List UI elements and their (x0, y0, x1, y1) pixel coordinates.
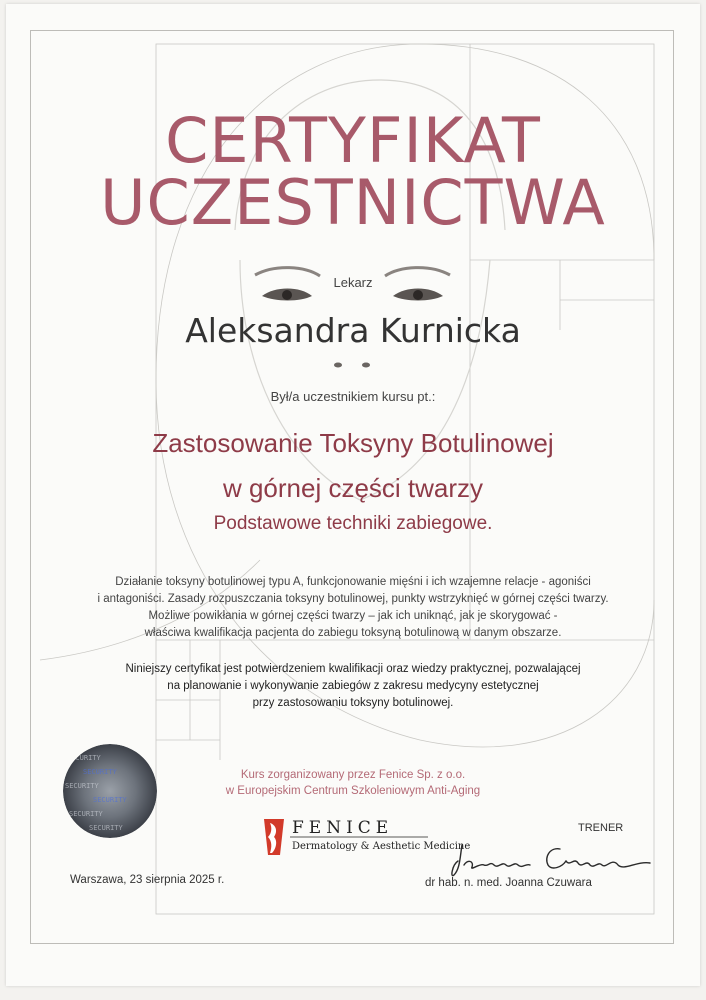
participation-text: Był/a uczestnikiem kursu pt.: (270, 389, 436, 404)
svg-text:SECURITY: SECURITY (83, 768, 117, 776)
course-description (60, 574, 646, 642)
svg-text:SECURITY: SECURITY (69, 810, 103, 818)
statement-line: Niniejszy certyfikat jest potwierdzeniem kwalifikacji oraz wiedzy praktycznej, pozwalającej (125, 663, 581, 675)
svg-text:SECURITY: SECURITY (89, 824, 123, 832)
fenice-logo-name: FENICE (292, 818, 394, 838)
organizer-line2: w Europejskim Centrum Szkoleniowym Anti-Aging (225, 785, 481, 797)
organizer-info (0, 767, 706, 799)
course-title-line1: Zastosowanie Toksyny Botulinowej (152, 428, 554, 458)
organizer-line1: Kurs zorganizowany przez Fenice Sp. z o.o. (240, 769, 466, 781)
certificate-title-line1: CERTYFIKAT (165, 104, 541, 177)
trainer-label: TRENER (578, 822, 624, 834)
certificate-title-line2: UCZESTNICTWA (100, 166, 606, 239)
description-line: Działanie toksyny botulinowej typu A, funkcjonowanie mięśni i ich wzajemne relacje - agoniści (115, 576, 591, 588)
svg-text:SECURITY: SECURITY (67, 754, 101, 762)
description-line: i antagoniści. Zasady rozpuszczania toksyny botulinowej, punkty wstrzyknięć w górnej części twarzy. (97, 593, 609, 605)
svg-text:Joanna Czuwara: Joanna Czuwara (450, 835, 458, 836)
trainer-name: dr hab. n. med. Joanna Czuwara (425, 877, 592, 889)
description-line: właściwa kwalifikacja pacjenta do zabiegu toksyną botulinową w danym obszarze. (144, 627, 562, 639)
course-subtitle: Podstawowe techniki zabiegowe. (213, 513, 493, 534)
description-line: Możliwe powikłania w górnej części twarzy – jak ich uniknąć, jak je skorygować - (148, 610, 558, 622)
svg-text:SECURITY: SECURITY (93, 796, 127, 804)
course-title-line2: w górnej części twarzy (222, 473, 484, 503)
recipient-label: Lekarz (333, 275, 373, 290)
recipient-name: Aleksandra Kurnicka (185, 311, 521, 350)
svg-text:SECURITY: SECURITY (65, 782, 99, 790)
place-and-date: Warszawa, 23 sierpnia 2025 r. (70, 874, 225, 886)
fenice-logo-tagline: Dermatology & Aesthetic Medicine (292, 841, 471, 852)
qualification-statement (60, 661, 646, 712)
statement-line: przy zastosowaniu toksyny botulinowej. (252, 697, 454, 709)
statement-line: na planowanie i wykonywanie zabiegów z zakresu medycyny estetycznej (167, 680, 539, 692)
